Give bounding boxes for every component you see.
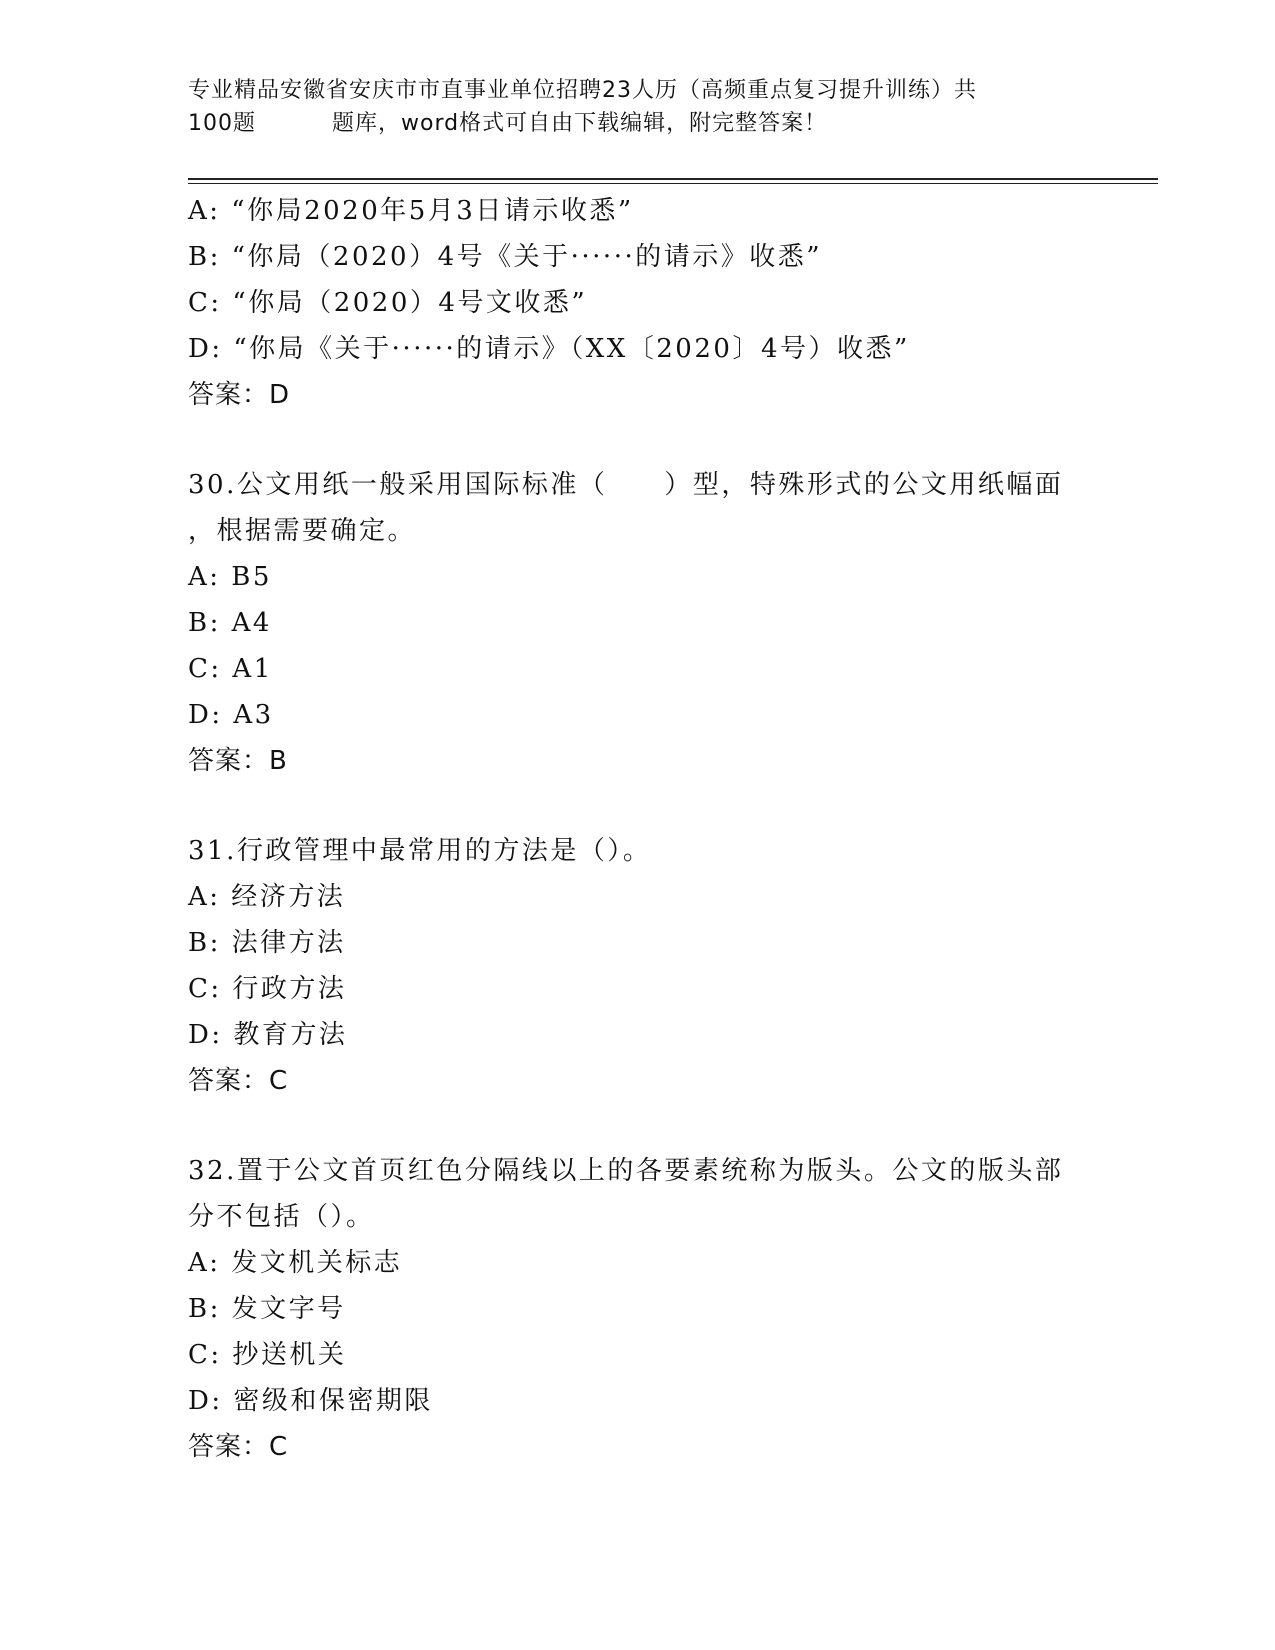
question-stem-line-2: ，根据需要确定。 <box>188 516 417 546</box>
header-question-count: 100题 <box>188 111 256 136</box>
question-30 <box>188 462 1088 784</box>
question-list <box>188 188 1088 1470</box>
option-c: C: 行政方法 <box>188 974 347 1004</box>
question-29 <box>188 188 1088 418</box>
header-description: 题库，word格式可自由下载编辑，附完整答案！ <box>332 111 828 136</box>
option-b: B: A4 <box>188 608 272 638</box>
option-a: A: 经济方法 <box>188 882 346 912</box>
option-b: B: 发文字号 <box>188 1294 346 1324</box>
question-stem-line-1: 30.公文用纸一般采用国际标准（ ）型，特殊形式的公文用纸幅面 <box>188 470 1064 500</box>
option-d: D: “你局《关于······的请示》（XX〔2020〕4号）收悉” <box>188 334 910 364</box>
document-header <box>188 74 1088 140</box>
answer: 答案：D <box>188 380 291 410</box>
question-stem-line-2: 分不包括（）。 <box>188 1202 375 1232</box>
question-32 <box>188 1148 1088 1470</box>
answer: 答案：B <box>188 746 288 776</box>
option-b: B: “你局（2020）4号《关于······的请示》收悉” <box>188 242 823 272</box>
question-stem-line-1: 31.行政管理中最常用的方法是（）。 <box>188 836 652 866</box>
option-c: C: 抄送机关 <box>188 1340 347 1370</box>
answer: 答案：C <box>188 1066 289 1096</box>
option-c: C: A1 <box>188 654 273 684</box>
option-c: C: “你局（2020）4号文收悉” <box>188 288 588 318</box>
option-a: A: 发文机关标志 <box>188 1248 403 1278</box>
header-divider-thin <box>188 183 1158 184</box>
question-stem-line-1: 32.置于公文首页红色分隔线以上的各要素统称为版头。公文的版头部 <box>188 1156 1064 1186</box>
option-d: D: A3 <box>188 700 274 730</box>
option-a: A: B5 <box>188 562 272 592</box>
answer: 答案：C <box>188 1432 289 1462</box>
header-divider-thick <box>188 178 1158 180</box>
header-line-2 <box>188 107 1088 140</box>
question-31 <box>188 828 1088 1104</box>
header-line-1: 专业精品安徽省安庆市市直事业单位招聘23人历（高频重点复习提升训练）共 <box>188 78 977 103</box>
option-d: D: 教育方法 <box>188 1020 348 1050</box>
option-b: B: 法律方法 <box>188 928 346 958</box>
option-a: A: “你局2020年5月3日请示收悉” <box>188 196 634 226</box>
option-d: D: 密级和保密期限 <box>188 1386 433 1416</box>
